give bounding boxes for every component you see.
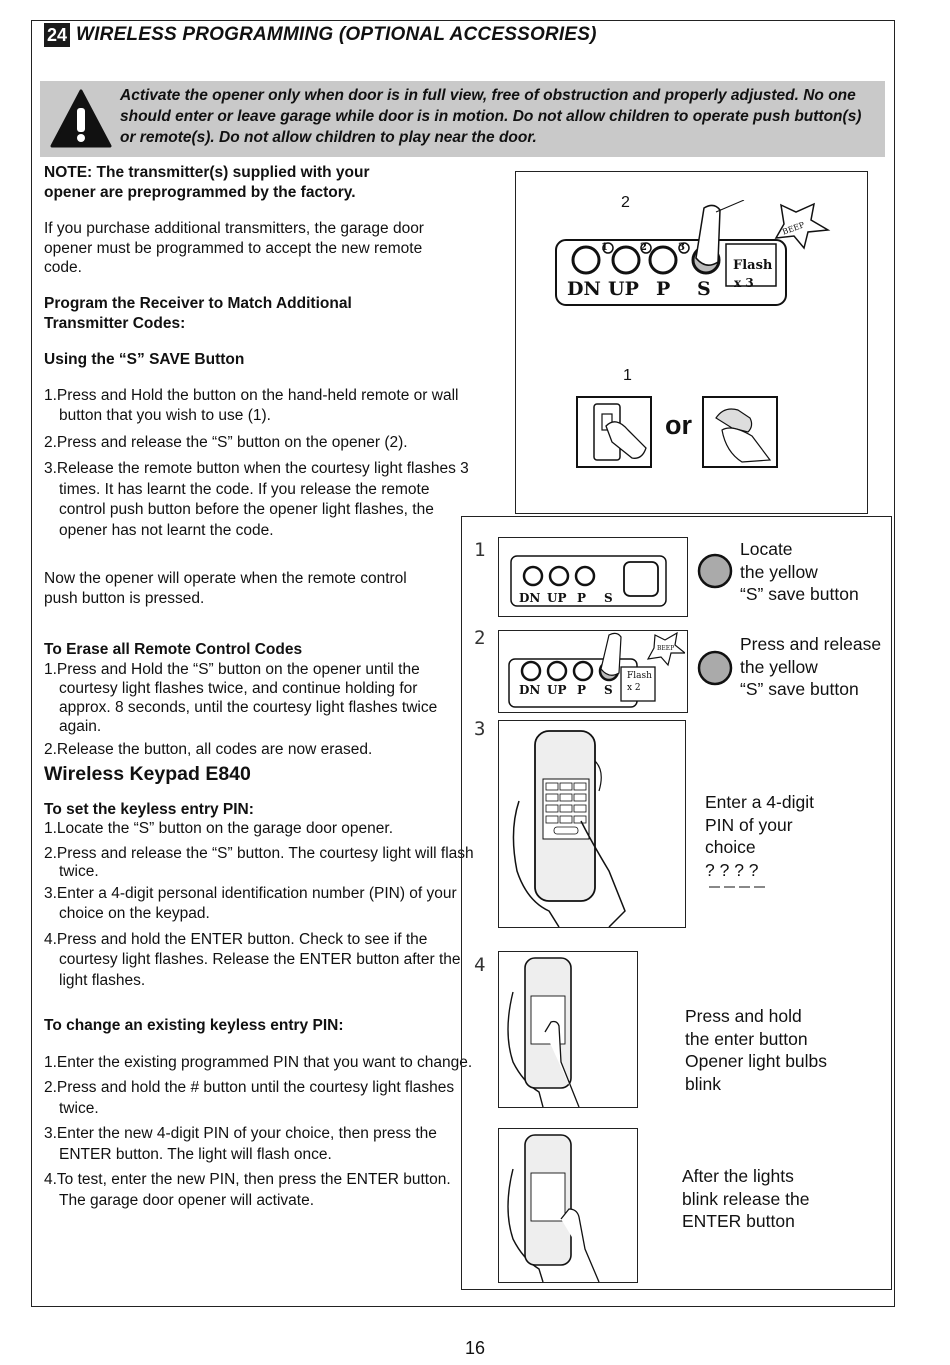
flash-label: Flash (733, 258, 773, 273)
keypad-set-step-2: 2.Press and release the “S” button. The courtesy light will flash twice. (44, 844, 474, 880)
hand-held-remote-icon (702, 396, 778, 468)
step2-flash-count: x 2 (627, 683, 641, 693)
step2-caption-line-2: the yellow (740, 656, 818, 677)
step4b-panel (498, 1128, 638, 1283)
keypad-change-step-1: 1.Enter the existing programmed PIN that you want to change. (44, 1053, 473, 1071)
keypad-change-step-4: 4.To test, enter the new PIN, then press the ENTER button. The garage door opener will activate. (44, 1171, 451, 1209)
step4a-caption-line-1: Press and hold (685, 1006, 802, 1026)
panel-label-up: UP (608, 278, 639, 300)
step-number-4: 4 (474, 954, 486, 976)
section-title: WIRELESS PROGRAMMING (OPTIONAL ACCESSORIES) (76, 24, 597, 45)
step-number-3: 3 (474, 718, 486, 740)
program-step-2: 2.Press and release the “S” button on the opener (2). (44, 433, 408, 451)
erase-heading: To Erase all Remote Control Codes (44, 641, 303, 658)
keypad-set-step-4: 4.Press and hold the ENTER button. Check to see if the courtesy light flashes. Release the ENTER button after the light flashes. (44, 930, 461, 989)
keypad-enter-hand-icon (499, 952, 637, 1107)
step2-label-up: UP (547, 683, 567, 697)
step1-panel (498, 537, 688, 617)
program-subheading: Using the “S” SAVE Button (44, 351, 245, 368)
step2-beep-label: BEEP (657, 645, 675, 652)
keypad-change-step-3: 3.Enter the new 4-digit PIN of your choice, then press the ENTER button. The light will flash once. (44, 1125, 437, 1163)
figure-label-2: 2 (621, 194, 630, 211)
section-header (44, 22, 597, 48)
step2-caption-line-1: Press and release (740, 634, 882, 654)
step4b-caption-line-2: blink release the (682, 1188, 810, 1209)
warning-box (40, 81, 885, 157)
step1-caption-line-1: Locate (740, 539, 793, 559)
warning-text: Activate the opener only when door is in full view, free of obstruction and properly adjusted. No one should enter or leave garage while door is in motion. Do not allow children to operate push button(s) or remote(s). Do not allow children to play near the door. (120, 87, 862, 146)
keypad-hand-icon (499, 721, 685, 927)
step4a-panel (498, 951, 638, 1108)
step4a-caption (685, 1005, 827, 1095)
panel-number-1: 1 (601, 242, 608, 253)
step3-panel (498, 720, 686, 928)
keypad-set-heading: To set the keyless entry PIN: (44, 800, 254, 818)
erase-step-1: 1.Press and Hold the “S” button on the opener until the courtesy light flashes twice, and continue holding for approx. 8 seconds, until the courtesy light flashes twice again. (44, 660, 438, 735)
program-section (44, 294, 469, 608)
flash-count: x 3 (734, 276, 754, 290)
keypad-release-hand-icon (499, 1129, 637, 1282)
step2-flash-label: Flash (627, 671, 652, 681)
program-heading: Program the Receiver to Match Additional Transmitter Codes: (44, 295, 352, 332)
erase-step-2: 2.Release the button, all codes are now erased. (44, 740, 373, 758)
step3-caption-line-3: choice (705, 837, 756, 857)
step4b-caption (682, 1165, 809, 1233)
panel-number-3: 3 (678, 242, 685, 253)
step2-caption (740, 633, 881, 701)
step4a-caption-line-3: Opener light bulbs (685, 1051, 828, 1071)
step3-caption-line-1: Enter a 4-digit (705, 792, 814, 812)
step3-caption (705, 791, 814, 881)
remote-programming-figure (515, 171, 868, 514)
step1-label-p: P (577, 591, 587, 605)
step1-caption (740, 538, 859, 606)
step3-caption-line-2: PIN of your (705, 814, 793, 835)
yellow-s-button-icon (697, 553, 733, 589)
step2-label-dn: DN (519, 683, 541, 697)
step-number-2: 2 (474, 627, 486, 649)
step1-label-dn: DN (519, 591, 541, 605)
or-label: or (665, 410, 692, 440)
keypad-section (44, 763, 474, 991)
step1-label-up: UP (547, 591, 567, 605)
erase-section (44, 640, 464, 759)
step2-label-p: P (577, 683, 587, 697)
change-section (44, 1016, 473, 1211)
program-step-1: 1.Press and Hold the button on the hand-held remote or wall button that you wish to use (1). (44, 386, 459, 424)
figure-label-1: 1 (623, 367, 632, 384)
note-body: If you purchase additional transmitters, the garage door opener must be programmed to accept the new remote code. (44, 220, 424, 276)
program-after: Now the opener will operate when the remote control push button is pressed. (44, 570, 407, 607)
note-bold: NOTE: The transmitter(s) supplied with your opener are preprogrammed by the factory. (44, 164, 370, 201)
step3-caption-line-4: ? ? ? ? (705, 859, 759, 880)
step-number-1: 1 (474, 539, 486, 561)
step2-caption-line-3: “S” save button (740, 679, 859, 699)
panel-label-p: P (656, 278, 671, 300)
panel-label-s: S (697, 278, 711, 300)
wall-button-icon (576, 396, 652, 468)
step4b-caption-line-1: After the lights (682, 1166, 794, 1186)
keypad-change-heading: To change an existing keyless entry PIN: (44, 1017, 344, 1034)
step2-label-s: S (604, 683, 613, 697)
step4a-caption-line-2: the enter button (685, 1028, 808, 1049)
page-number: 16 (464, 1338, 486, 1358)
step2-control-panel-icon (505, 631, 685, 711)
panel-label-dn: DN (567, 278, 601, 300)
step2-panel (498, 630, 688, 713)
panel-number-2: 2 (640, 242, 647, 253)
warning-exclamation-icon (50, 88, 112, 150)
pin-blanks (707, 884, 767, 890)
step1-caption-line-2: the yellow (740, 561, 818, 582)
step4b-caption-line-3: ENTER button (682, 1211, 795, 1231)
opener-control-panel-icon (546, 200, 846, 320)
step1-caption-line-3: “S” save button (740, 584, 859, 604)
section-number: 24 (44, 23, 70, 47)
step4a-caption-line-4: blink (685, 1073, 721, 1094)
beep-label: BEEP (781, 220, 806, 237)
yellow-s-button-icon (697, 650, 733, 686)
note-section (44, 163, 464, 278)
keypad-change-step-2: 2.Press and hold the # button until the courtesy light flashes twice. (44, 1079, 455, 1117)
keypad-set-step-1: 1.Locate the “S” button on the garage door opener. (44, 820, 394, 837)
step1-label-s: S (604, 591, 613, 605)
program-step-3: 3.Release the remote button when the courtesy light flashes 3 times. It has learnt the code. If you release the remote control push button before the opener light flashes, the opener has not learnt the code. (44, 460, 469, 539)
keypad-title: Wireless Keypad E840 (44, 763, 251, 785)
keypad-set-step-3: 3.Enter a 4-digit personal identification number (PIN) of your choice on the keypad. (44, 884, 457, 922)
